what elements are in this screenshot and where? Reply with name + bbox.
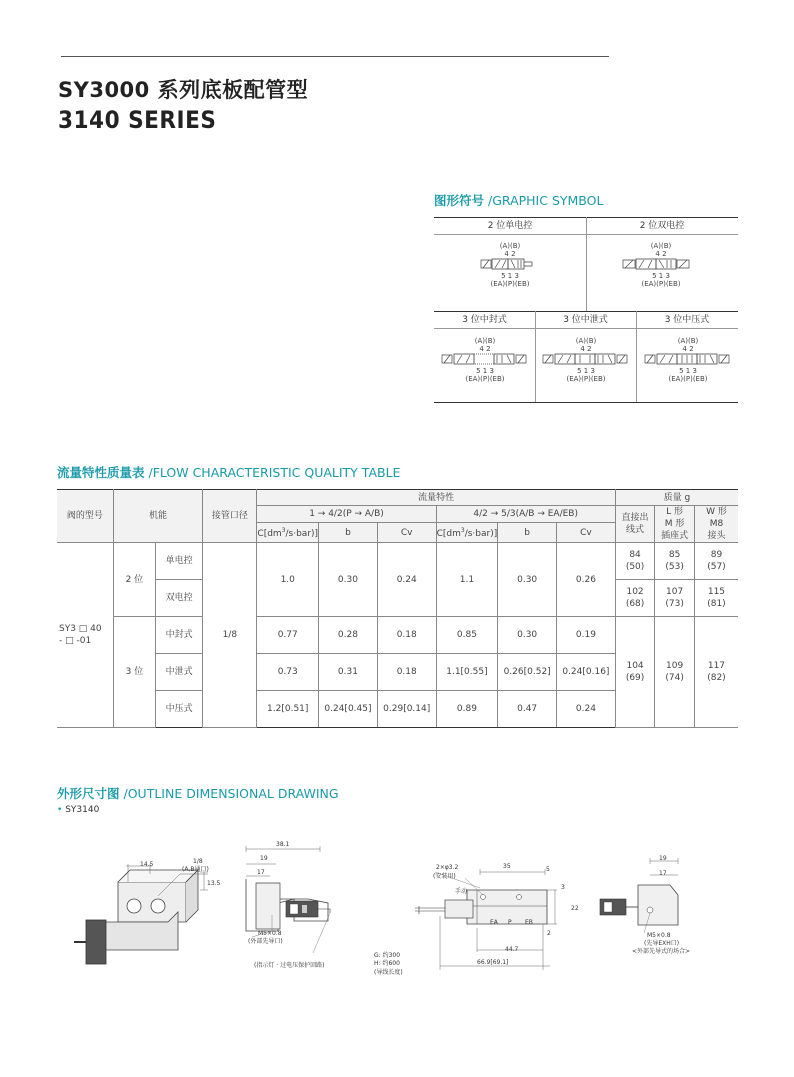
valve-symbol-icon	[643, 353, 733, 365]
dim-wire-g: G: 约300	[374, 952, 401, 959]
side-view-drawing	[238, 843, 358, 953]
dim-19b: 19	[659, 855, 667, 862]
model-cell: SY3 □ 40 - □ -01	[57, 543, 113, 728]
header-c1: $C[dm^3/s\cdot bar)$]	[257, 523, 319, 543]
dim-exh-port: (先导EXH口)	[644, 940, 680, 947]
valve-symbol-icon	[440, 353, 530, 365]
col-2pos-double: 2 位双电控	[639, 221, 685, 231]
table-bottom-rule	[434, 402, 738, 403]
mass-l-cell: 109 (74)	[655, 617, 695, 728]
port-label-bottom: (EA)(P)(EB)	[490, 280, 530, 288]
c1-cell: 1.0	[257, 543, 319, 617]
divider	[586, 217, 587, 311]
dim-m5b: M5×0.8	[647, 932, 671, 939]
cv1-cell: 0.18	[377, 617, 436, 654]
port-num-top: 4 2	[504, 250, 516, 258]
c2-cell: 0.85	[436, 617, 498, 654]
mass-w-cell: 117 (82)	[694, 617, 738, 728]
divider	[535, 311, 536, 403]
dim-38-1: 38.1	[276, 841, 290, 848]
valve-symbol-icon	[480, 258, 540, 270]
dim-m5: M5×0.8	[258, 930, 282, 937]
graphic-symbol-table	[434, 217, 738, 403]
dim-17: 17	[257, 869, 265, 876]
c1-cell: 1.2[0.51]	[257, 691, 319, 728]
cv2-cell: 0.19	[557, 617, 616, 654]
port-cell: 1/8	[203, 543, 257, 728]
c1-cell: 0.73	[257, 654, 319, 691]
cv1-cell: 0.24	[377, 543, 436, 617]
header-cv2: Cv	[557, 523, 616, 543]
dim-3: 3	[561, 884, 565, 891]
header-function: 机能	[113, 490, 203, 543]
model-bullet: • SY3140	[57, 805, 100, 815]
dim-13-5: 13.5	[207, 880, 221, 887]
dim-66-9: 66.9[69.1]	[477, 959, 509, 966]
dim-wire-h: H: 约600	[374, 960, 400, 967]
b2-cell: 0.26[0.52]	[498, 654, 557, 691]
flow-characteristic-table	[57, 489, 738, 728]
dim-lamp: (指示灯 · 过电压保护回路)	[254, 962, 325, 969]
dim-1-8: 1/8	[193, 858, 203, 865]
dim-17b: 17	[659, 870, 667, 877]
dim-5: 5	[546, 866, 550, 873]
mass-w-cell: 115 (81)	[694, 580, 738, 617]
c2-cell: 1.1[0.55]	[436, 654, 498, 691]
header-cv1: Cv	[377, 523, 436, 543]
dim-mount: (安装用)	[433, 873, 456, 880]
dim-ab-port: (A,B通口)	[182, 866, 209, 873]
dim-35: 35	[503, 863, 511, 870]
port-ea: EA	[490, 919, 498, 926]
c2-cell: 0.89	[436, 691, 498, 728]
dim-19: 19	[260, 855, 268, 862]
symbol-header-bottom	[434, 311, 738, 329]
header-mass-w-type: W 形 M8 接头	[694, 506, 738, 543]
dim-manual: 手动	[455, 888, 468, 895]
c1-cell: 0.77	[257, 617, 319, 654]
pos-2-cell: 2 位	[113, 543, 155, 617]
page-title-en: 3140 SERIES	[58, 106, 217, 134]
valve-symbol-icon	[622, 258, 700, 270]
flow-table-heading: 流量特性质量表 /FLOW CHARACTERISTIC QUALITY TABLE	[57, 465, 401, 480]
b2-cell: 0.30	[498, 617, 557, 654]
mass-l-cell: 107 (73)	[655, 580, 695, 617]
header-mass: 质量 g	[615, 490, 738, 506]
col-3pos-pressure: 3 位中压式	[664, 315, 710, 325]
b1-cell: 0.24[0.45]	[319, 691, 378, 728]
divider	[636, 311, 637, 403]
header-model: 阀的型号	[57, 490, 113, 543]
port-label-top: (A)(B)	[499, 242, 521, 250]
col-3pos-exhaust: 3 位中泄式	[563, 315, 608, 325]
header-mass-direct: 直接出线式	[615, 506, 655, 543]
cv2-cell: 0.24	[557, 691, 616, 728]
dim-external-pilot: <外部先导式的场合>	[632, 948, 691, 955]
header-port-size: 接管口径	[203, 490, 257, 543]
fn-cell: 中压式	[156, 691, 203, 728]
header-flow-supply: 1 → 4/2(P → A/B)	[257, 506, 436, 523]
dim-44-7: 44.7	[505, 946, 519, 953]
valve-symbol-icon	[541, 353, 631, 365]
mass-direct-cell: 84 (50)	[615, 543, 655, 580]
cv2-cell: 0.24[0.16]	[557, 654, 616, 691]
mass-direct-cell: 104 (69)	[615, 617, 655, 728]
header-flow: 流量特性	[257, 490, 615, 506]
b1-cell: 0.31	[319, 654, 378, 691]
symbol-2pos-single	[480, 242, 540, 288]
table-row	[57, 543, 738, 580]
symbol-3pos-pressure: (A)(B) 4 2 5 1 3 (EA)(P)(EB)	[643, 337, 733, 383]
page-title-cn: SY3000 系列底板配管型	[58, 78, 309, 102]
fn-cell: 中泄式	[156, 654, 203, 691]
dim-14-5: 14.5	[140, 861, 154, 868]
pos-3-cell: 3 位	[113, 617, 155, 728]
fn-cell: 中封式	[156, 617, 203, 654]
port-num-bottom: 5 1 3	[501, 272, 519, 280]
graphic-symbol-heading: 图形符号 /GRAPHIC SYMBOL	[434, 193, 604, 208]
symbol-3pos-exhaust: (A)(B) 4 2 5 1 3 (EA)(P)(EB)	[541, 337, 631, 383]
col-3pos-closed: 3 位中封式	[462, 315, 507, 325]
dim-wire-length: (导线长度)	[374, 969, 403, 976]
mass-direct-cell: 102 (68)	[615, 580, 655, 617]
b2-cell: 0.47	[498, 691, 557, 728]
fn-cell: 单电控	[156, 543, 203, 580]
header-mass-l-type: L 形 M 形 插座式	[655, 506, 695, 543]
dim-2: 2	[547, 930, 551, 937]
dim-22: 22	[571, 905, 579, 912]
header-b1: b	[319, 523, 378, 543]
port-eb: EB	[525, 919, 533, 926]
top-rule	[61, 56, 609, 57]
header-flow-exhaust: 4/2 → 5/3(A/B → EA/EB)	[436, 506, 615, 523]
end-view-drawing	[598, 855, 688, 945]
b2-cell: 0.30	[498, 543, 557, 617]
symbol-2pos-double: (A)(B) 4 2 5 1 3 (EA)(P)(EB)	[622, 242, 700, 288]
mass-w-cell: 89 (57)	[694, 543, 738, 580]
symbol-3pos-closed: (A)(B) 4 2 5 1 3 (EA)(P)(EB)	[440, 337, 530, 383]
b1-cell: 0.28	[319, 617, 378, 654]
dim-2x3-2: 2×φ3.2	[436, 864, 459, 871]
b1-cell: 0.30	[319, 543, 378, 617]
mass-l-cell: 85 (53)	[655, 543, 695, 580]
c2-cell: 1.1	[436, 543, 498, 617]
header-c2: $C[dm^3/s\cdot bar)$]	[436, 523, 498, 543]
cv1-cell: 0.29[0.14]	[377, 691, 436, 728]
header-b2: b	[498, 523, 557, 543]
col-2pos-single: 2 位单电控	[487, 221, 533, 231]
cv2-cell: 0.26	[557, 543, 616, 617]
dim-pilot-port: (外部先导口)	[248, 938, 283, 945]
cv1-cell: 0.18	[377, 654, 436, 691]
port-p: P	[508, 919, 512, 926]
fn-cell: 双电控	[156, 580, 203, 617]
outline-heading: 外形尺寸图 /OUTLINE DIMENSIONAL DRAWING	[57, 786, 339, 801]
table-row	[57, 617, 738, 654]
